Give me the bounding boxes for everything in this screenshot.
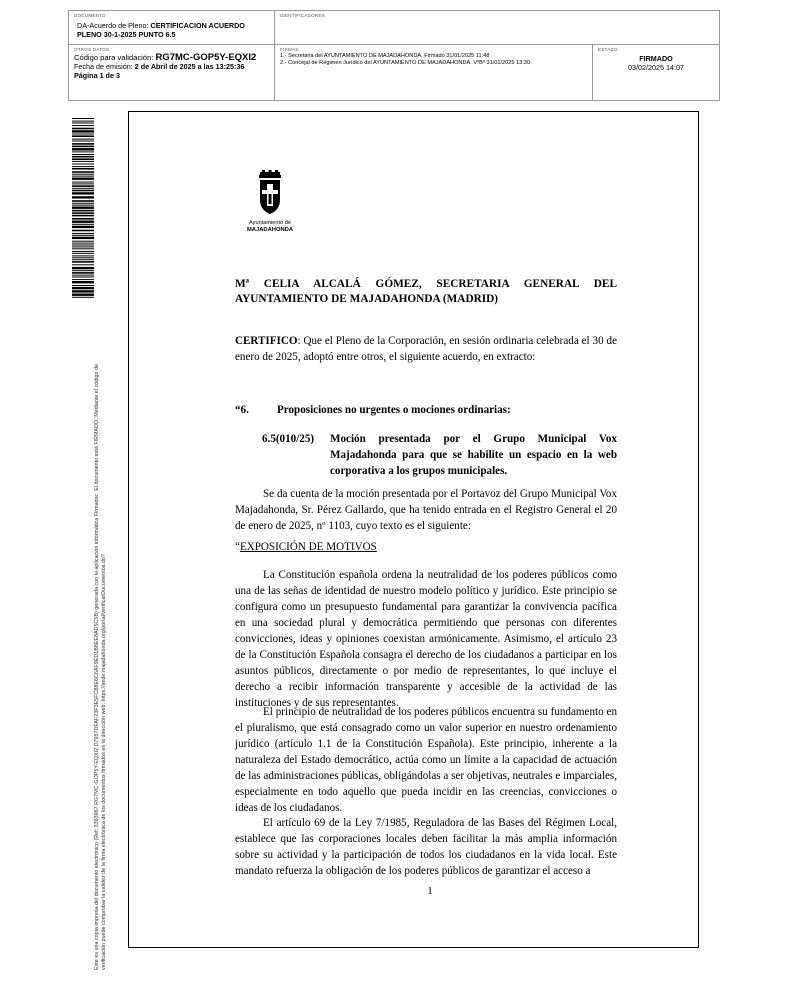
identificadores-label: IDENTIFICADORES	[280, 13, 325, 18]
barcode-bar	[72, 143, 94, 145]
documento-value: DA-Acuerdo de Pleno: CERTIFICACION ACUERDO PLENO 30-1-2025 PUNTO 6.5	[77, 21, 245, 39]
barcode-bar	[72, 141, 94, 142]
barcode-bar	[72, 287, 94, 289]
barcode-bar	[72, 134, 94, 135]
barcode-bar	[72, 270, 94, 271]
estado-value: FIRMADO	[639, 54, 673, 63]
barcode-bar	[72, 121, 94, 122]
barcode-bar	[72, 154, 94, 155]
barcode-bar	[72, 130, 94, 132]
barcode-bar	[72, 241, 94, 242]
otros-datos-cell	[69, 45, 275, 100]
barcode-bar	[72, 230, 94, 232]
barcode-image	[72, 118, 94, 298]
section-heading: “6. Proposiciones no urgentes o mociones ordinarias:	[235, 404, 511, 416]
barcode-bar	[72, 255, 94, 256]
barcode-bar	[72, 285, 94, 286]
barcode-bar	[72, 118, 94, 119]
ayuntamiento-crest-icon	[240, 170, 300, 234]
barcode-bar	[72, 272, 94, 274]
barcode-bar	[72, 185, 94, 187]
barcode-bar	[72, 261, 94, 263]
certifico-paragraph: CERTIFICO: Que el Pleno de la Corporación, en sesión ordinaria celebrada el 30 de enero de 2025, adoptó entre otros, el siguiente acuerdo, en extracto:	[235, 335, 617, 363]
exposicion-heading: “EXPOSICIÓN DE MOTIVOS	[235, 541, 377, 553]
barcode-bar	[72, 281, 94, 283]
barcode-bar	[72, 178, 94, 180]
barcode-bar	[72, 226, 94, 228]
paragraph-2: El principio de neutralidad de los poderes públicos encuentra su fundamento en el pluralismo, que está consagrado como un valor superior en nuestro ordenamiento jurídico (artículo 1.1 de la Constitución Española). Este principio, inherente a la naturaleza del Estado democrático, actúa como un límite a la capacidad de actuación de las administraciones públicas, obligándolas a ser objetivas, neutrales e imparciales, especialmente en todo aquello que pueda incidir en las creencias, convicciones o ideas de los ciudadanos.	[235, 706, 617, 814]
barcode-bar	[72, 275, 94, 276]
identificadores-cell	[275, 11, 719, 44]
barcode-bar	[72, 251, 94, 252]
barcode-bar	[72, 196, 94, 198]
page-number: 1	[427, 885, 433, 897]
documento-label: DOCUMENTO	[74, 13, 106, 18]
estado-date: 03/02/2025 14:07	[628, 63, 684, 72]
barcode-bar	[72, 161, 94, 162]
firmas-label: FIRMAS	[280, 47, 299, 52]
barcode-bar	[72, 221, 94, 223]
header-bottom-row	[68, 45, 720, 101]
barcode-bar	[72, 148, 94, 150]
barcode-bar	[72, 182, 94, 183]
barcode-bar	[72, 290, 94, 292]
barcode-bar	[72, 207, 94, 209]
barcode-bar	[72, 245, 94, 246]
barcode-bar	[72, 158, 94, 160]
barcode-bar	[72, 212, 94, 214]
barcode-bar	[72, 183, 94, 184]
barcode-bar	[72, 210, 94, 212]
barcode-bar	[72, 264, 94, 265]
estado-label: ESTADO	[598, 47, 618, 52]
intro-paragraph: Se da cuenta de la moción presentada por el Portavoz del Grupo Municipal Vox Majadahonda, Sr. Pérez Gallardo, que ha tenido entrada en el Registro General el 20 de enero de 2025, nº 1103, cuyo texto es el siguiente:	[235, 488, 617, 532]
subsection-title: Moción presentada por el Grupo Municipal Vox Majadahonda para que se habilite un espacio en la web corporativa a los grupos municipales.	[330, 433, 617, 477]
barcode-bar	[72, 123, 94, 124]
barcode-bar	[72, 192, 94, 194]
codigo-validacion: Código para validación: RG7MC-GOP5Y-EQXI2	[74, 52, 257, 63]
firma-2: 2.- Concejal de Régimen Jurídico del AYUNTAMIENTO DE MAJADAHONDA. VºBº 31/01/2025 13:30	[280, 60, 531, 66]
pagina-info: Página 1 de 3	[74, 71, 120, 80]
barcode-bar	[72, 205, 94, 206]
barcode-bar	[72, 174, 94, 175]
logo-line-2: MAJADAHONDA	[246, 227, 294, 233]
barcode-bar	[72, 267, 94, 269]
barcode-bar	[72, 237, 94, 239]
barcode-bar	[72, 253, 94, 254]
barcode-bar	[72, 128, 94, 130]
barcode-bar	[72, 215, 94, 217]
barcode-bar	[72, 259, 94, 260]
barcode-bar	[72, 224, 94, 225]
barcode-bar	[72, 218, 94, 220]
barcode-bar	[72, 257, 94, 258]
barcode-bar	[72, 176, 94, 177]
verification-side-text: Este es una copia impresa del documento electrónico (Ref: 3393967 RG7MC-GOP5Y-EQXI2 D7957DFAF23F3E5FC88E6C6AF9ED1B8EE8AD5C5B) generada con la aplicación informática Firmadoc. El documento está FIRMADO. Mediante el código de verificación puede comprobar la validez de la firma electrónica de los documentos firmados en la dirección web: https://sede.majadahonda.org/portal/verificarDocumentos.do?	[94, 364, 107, 970]
barcode-bar	[72, 139, 94, 140]
documento-cell	[69, 11, 275, 44]
barcode-bar	[72, 233, 94, 234]
page-title: Mª CELIA ALCALÁ GÓMEZ, SECRETARIA GENERAL DEL AYUNTAMIENTO DE MAJADAHONDA (MADRID)	[235, 278, 617, 305]
barcode-bar	[72, 203, 94, 204]
barcode-bar	[72, 248, 94, 249]
header-top-row	[68, 10, 720, 45]
barcode-bar	[72, 168, 94, 170]
firma-1: 1.- Secretaria del AYUNTAMIENTO DE MAJADAHONDA. Firmado 31/01/2025 11:48	[280, 53, 490, 59]
barcode-bar	[72, 135, 94, 137]
barcode-bar	[72, 200, 94, 202]
otros-datos-label: OTROS DATOS	[74, 47, 110, 52]
barcode-bar	[72, 125, 94, 126]
barcode-bar	[72, 243, 94, 244]
barcode-bar	[72, 277, 94, 278]
barcode-bar	[72, 297, 94, 298]
barcode-bar	[72, 235, 94, 236]
fecha-emision: Fecha de emisión: 2 de Abril de 2025 a las 13:25:36	[74, 62, 245, 71]
barcode-bar	[72, 151, 94, 152]
barcode-bar	[72, 156, 94, 158]
barcode-bar	[72, 246, 94, 247]
subsection-number: 6.5(010/25)	[262, 433, 315, 445]
barcode-bar	[72, 164, 94, 165]
barcode-bar	[72, 190, 94, 192]
barcode-bar	[72, 166, 94, 167]
firmas-cell	[275, 45, 593, 100]
subsection-heading	[235, 431, 617, 479]
logo-line-1: Ayuntamiento de	[249, 220, 291, 226]
barcode-bar	[72, 146, 94, 148]
paragraph-1: La Constitución española ordena la neutralidad de los poderes públicos como una de las señas de identidad de nuestro modelo político y jurídico. Este principio se configura como un presupuesto fundamental para garantizar la convivencia pacífica en una sociedad plural y democrática permitiendo que personas con diferentes convicciones, ideas y opiniones coexistan armónicamente. Asimismo, el artículo 23 de la Constitución Española consagra el derecho de los ciudadanos a participar en los asuntos públicos, directamente o por medio de representantes, lo que incluye el derecho a recibir información transparente y accesible de la actividad de las instituciones y de sus representantes.	[235, 569, 617, 709]
estado-cell	[593, 45, 719, 100]
paragraph-3: El artículo 69 de la Ley 7/1985, Reguladora de las Bases del Régimen Local, establece que las corporaciones locales deben facilitar la más amplia información sobre su actividad y la participación de todos los ciudadanos en la vida local. Este mandato refuerza la obligación de los poderes públicos de garantizar el acceso a	[235, 817, 617, 877]
barcode-bar	[72, 294, 94, 296]
barcode-bar	[72, 279, 94, 280]
barcode-bar	[72, 171, 94, 173]
barcode-bar	[72, 188, 94, 189]
